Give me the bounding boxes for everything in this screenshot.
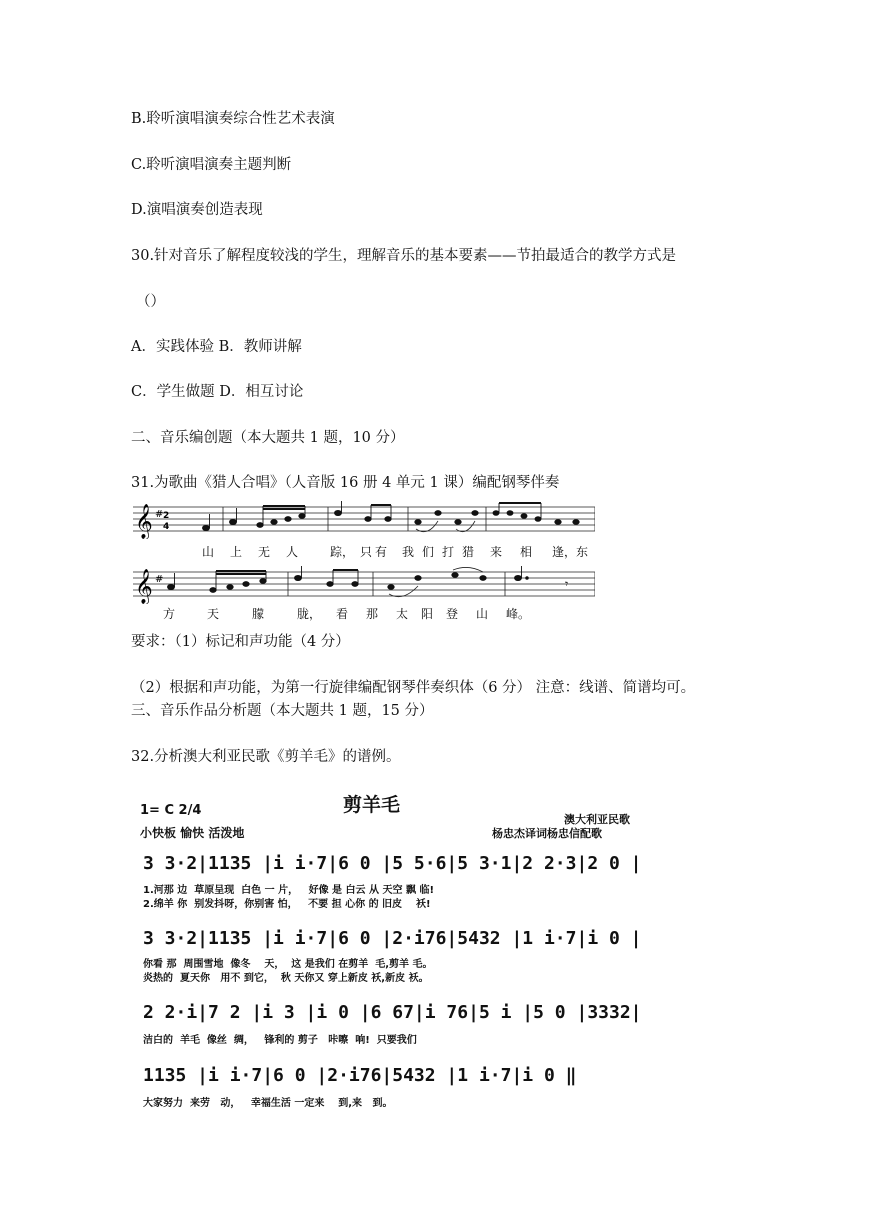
svg-text:4: 4 bbox=[163, 522, 170, 532]
lyric: 看 bbox=[336, 607, 349, 621]
svg-text:2: 2 bbox=[163, 511, 170, 521]
svg-text:#: # bbox=[155, 509, 164, 520]
question-30-options-cd: C．学生做题 D．相互讨论 bbox=[131, 384, 304, 400]
lyric: 山 bbox=[476, 607, 489, 621]
lyric: 有 bbox=[375, 545, 388, 559]
question-31: 31.为歌曲《猎人合唱》（人音版 16 册 4 单元 1 课）编配钢琴伴奏 bbox=[131, 475, 560, 491]
lyric: 无 bbox=[258, 545, 271, 559]
requirement-2: （2）根据和声功能，为第一行旋律编配钢琴伴奏织体（6 分） 注意：线谱、简谱均可。 bbox=[131, 680, 696, 696]
option-d: D.演唱演奏创造表现 bbox=[131, 202, 263, 218]
jianpu-lyrics: 大家努力 来劳 动， 幸福生活 一定来 到,来 到。 bbox=[143, 1098, 393, 1109]
question-30: 30.针对音乐了解程度较浅的学生，理解音乐的基本要素——节拍最适合的教学方式是 bbox=[131, 248, 677, 264]
lyric: 来 bbox=[490, 545, 503, 559]
question-32: 32.分析澳大利亚民歌《剪羊毛》的谱例。 bbox=[131, 749, 401, 765]
requirement-1: 要求：（1）标记和声功能（4 分） bbox=[131, 634, 350, 650]
lyric: 猎 bbox=[462, 545, 475, 559]
jianpu-lyrics: 2.绵羊 你 别发抖呀，你别害 怕， 不要 担 心你 的 旧皮 袄! bbox=[143, 899, 431, 910]
lyric: 踪， bbox=[330, 545, 355, 559]
lyric: 上 bbox=[230, 545, 243, 559]
question-30-options-ab: A．实践体验 B．教师讲解 bbox=[131, 339, 302, 355]
lyric: 那 bbox=[366, 607, 379, 621]
lyric: 我 bbox=[402, 545, 415, 559]
origin-credit: 澳大利亚民歌 bbox=[564, 813, 630, 826]
jianpu-lyrics: 你看 那 周围雪地 像冬 天， 这 是我们 在剪羊 毛,剪羊 毛。 bbox=[143, 959, 433, 970]
lyric: 人 bbox=[286, 545, 299, 559]
jianpu-lyrics: 洁白的 羊毛 像丝 绸， 锋利的 剪子 咔嚓 响! 只要我们 bbox=[143, 1035, 417, 1046]
option-b: B.聆听演唱演奏综合性艺术表演 bbox=[131, 111, 335, 127]
score-title: 剪羊毛 bbox=[343, 794, 401, 816]
translator-credit: 杨忠杰译词杨忠信配歌 bbox=[492, 827, 602, 840]
lyric: 登 bbox=[446, 607, 459, 621]
section-2-heading: 二、音乐编创题（本大题共 1 题，10 分） bbox=[131, 430, 405, 446]
jianpu-lyrics: 1.河那 边 草原呈现 白色 一 片， 好像 是 白云 从 天空 飘 临! bbox=[143, 885, 435, 896]
lyric: 逢， bbox=[552, 545, 577, 559]
svg-text:𝄞: 𝄞 bbox=[135, 569, 153, 604]
lyric: 东 bbox=[576, 545, 589, 559]
lyric: 打 bbox=[442, 545, 455, 559]
lyric: 天 bbox=[207, 607, 220, 621]
jianpu-line-1: 3 3·2|1135 |i i·7|6 0 |5 5·6|5 3·1|2 2·3|2 0 | bbox=[143, 853, 642, 874]
lyric: 胧， bbox=[297, 607, 322, 621]
lyric: 阳 bbox=[421, 607, 434, 621]
lyric: 峰。 bbox=[506, 607, 531, 621]
lyric: 相 bbox=[520, 545, 533, 559]
lyric: 山 bbox=[202, 545, 215, 559]
lyric: 朦 bbox=[252, 607, 265, 621]
jianpu-line-3: 2 2·i|7 2 |i 3 |i 0 |6 67|i 76|5 i |5 0 |3332| bbox=[143, 1002, 642, 1023]
svg-text:#: # bbox=[155, 574, 164, 585]
key-signature: 1= C 2/4 bbox=[140, 803, 202, 818]
staff-notation-row-2 bbox=[133, 566, 595, 604]
svg-text:𝄞: 𝄞 bbox=[135, 504, 153, 539]
jianpu-lyrics: 炎热的 夏天你 用不 到它， 秋 天你又 穿上新皮 袄,新皮 袄。 bbox=[143, 973, 429, 984]
lyric: 们 bbox=[422, 545, 435, 559]
lyric: 太 bbox=[396, 607, 409, 621]
tempo-marking: 小快板 愉快 活泼地 bbox=[140, 826, 245, 840]
jianpu-line-2: 3 3·2|1135 |i i·7|6 0 |2·i76|5432 |1 i·7|i 0 | bbox=[143, 928, 642, 949]
section-3-heading: 三、音乐作品分析题（本大题共 1 题，15 分） bbox=[131, 703, 434, 719]
question-30-blank: （） bbox=[136, 294, 165, 310]
svg-text:𝄾: 𝄾 bbox=[565, 577, 569, 591]
option-c: C.聆听演唱演奏主题判断 bbox=[131, 157, 292, 173]
jianpu-line-4: 1135 |i i·7|6 0 |2·i76|5432 |1 i·7|i 0 ‖ bbox=[143, 1065, 577, 1086]
lyric: 方 bbox=[163, 607, 176, 621]
lyric: 只 bbox=[360, 545, 373, 559]
staff-notation-row-1 bbox=[133, 501, 595, 539]
